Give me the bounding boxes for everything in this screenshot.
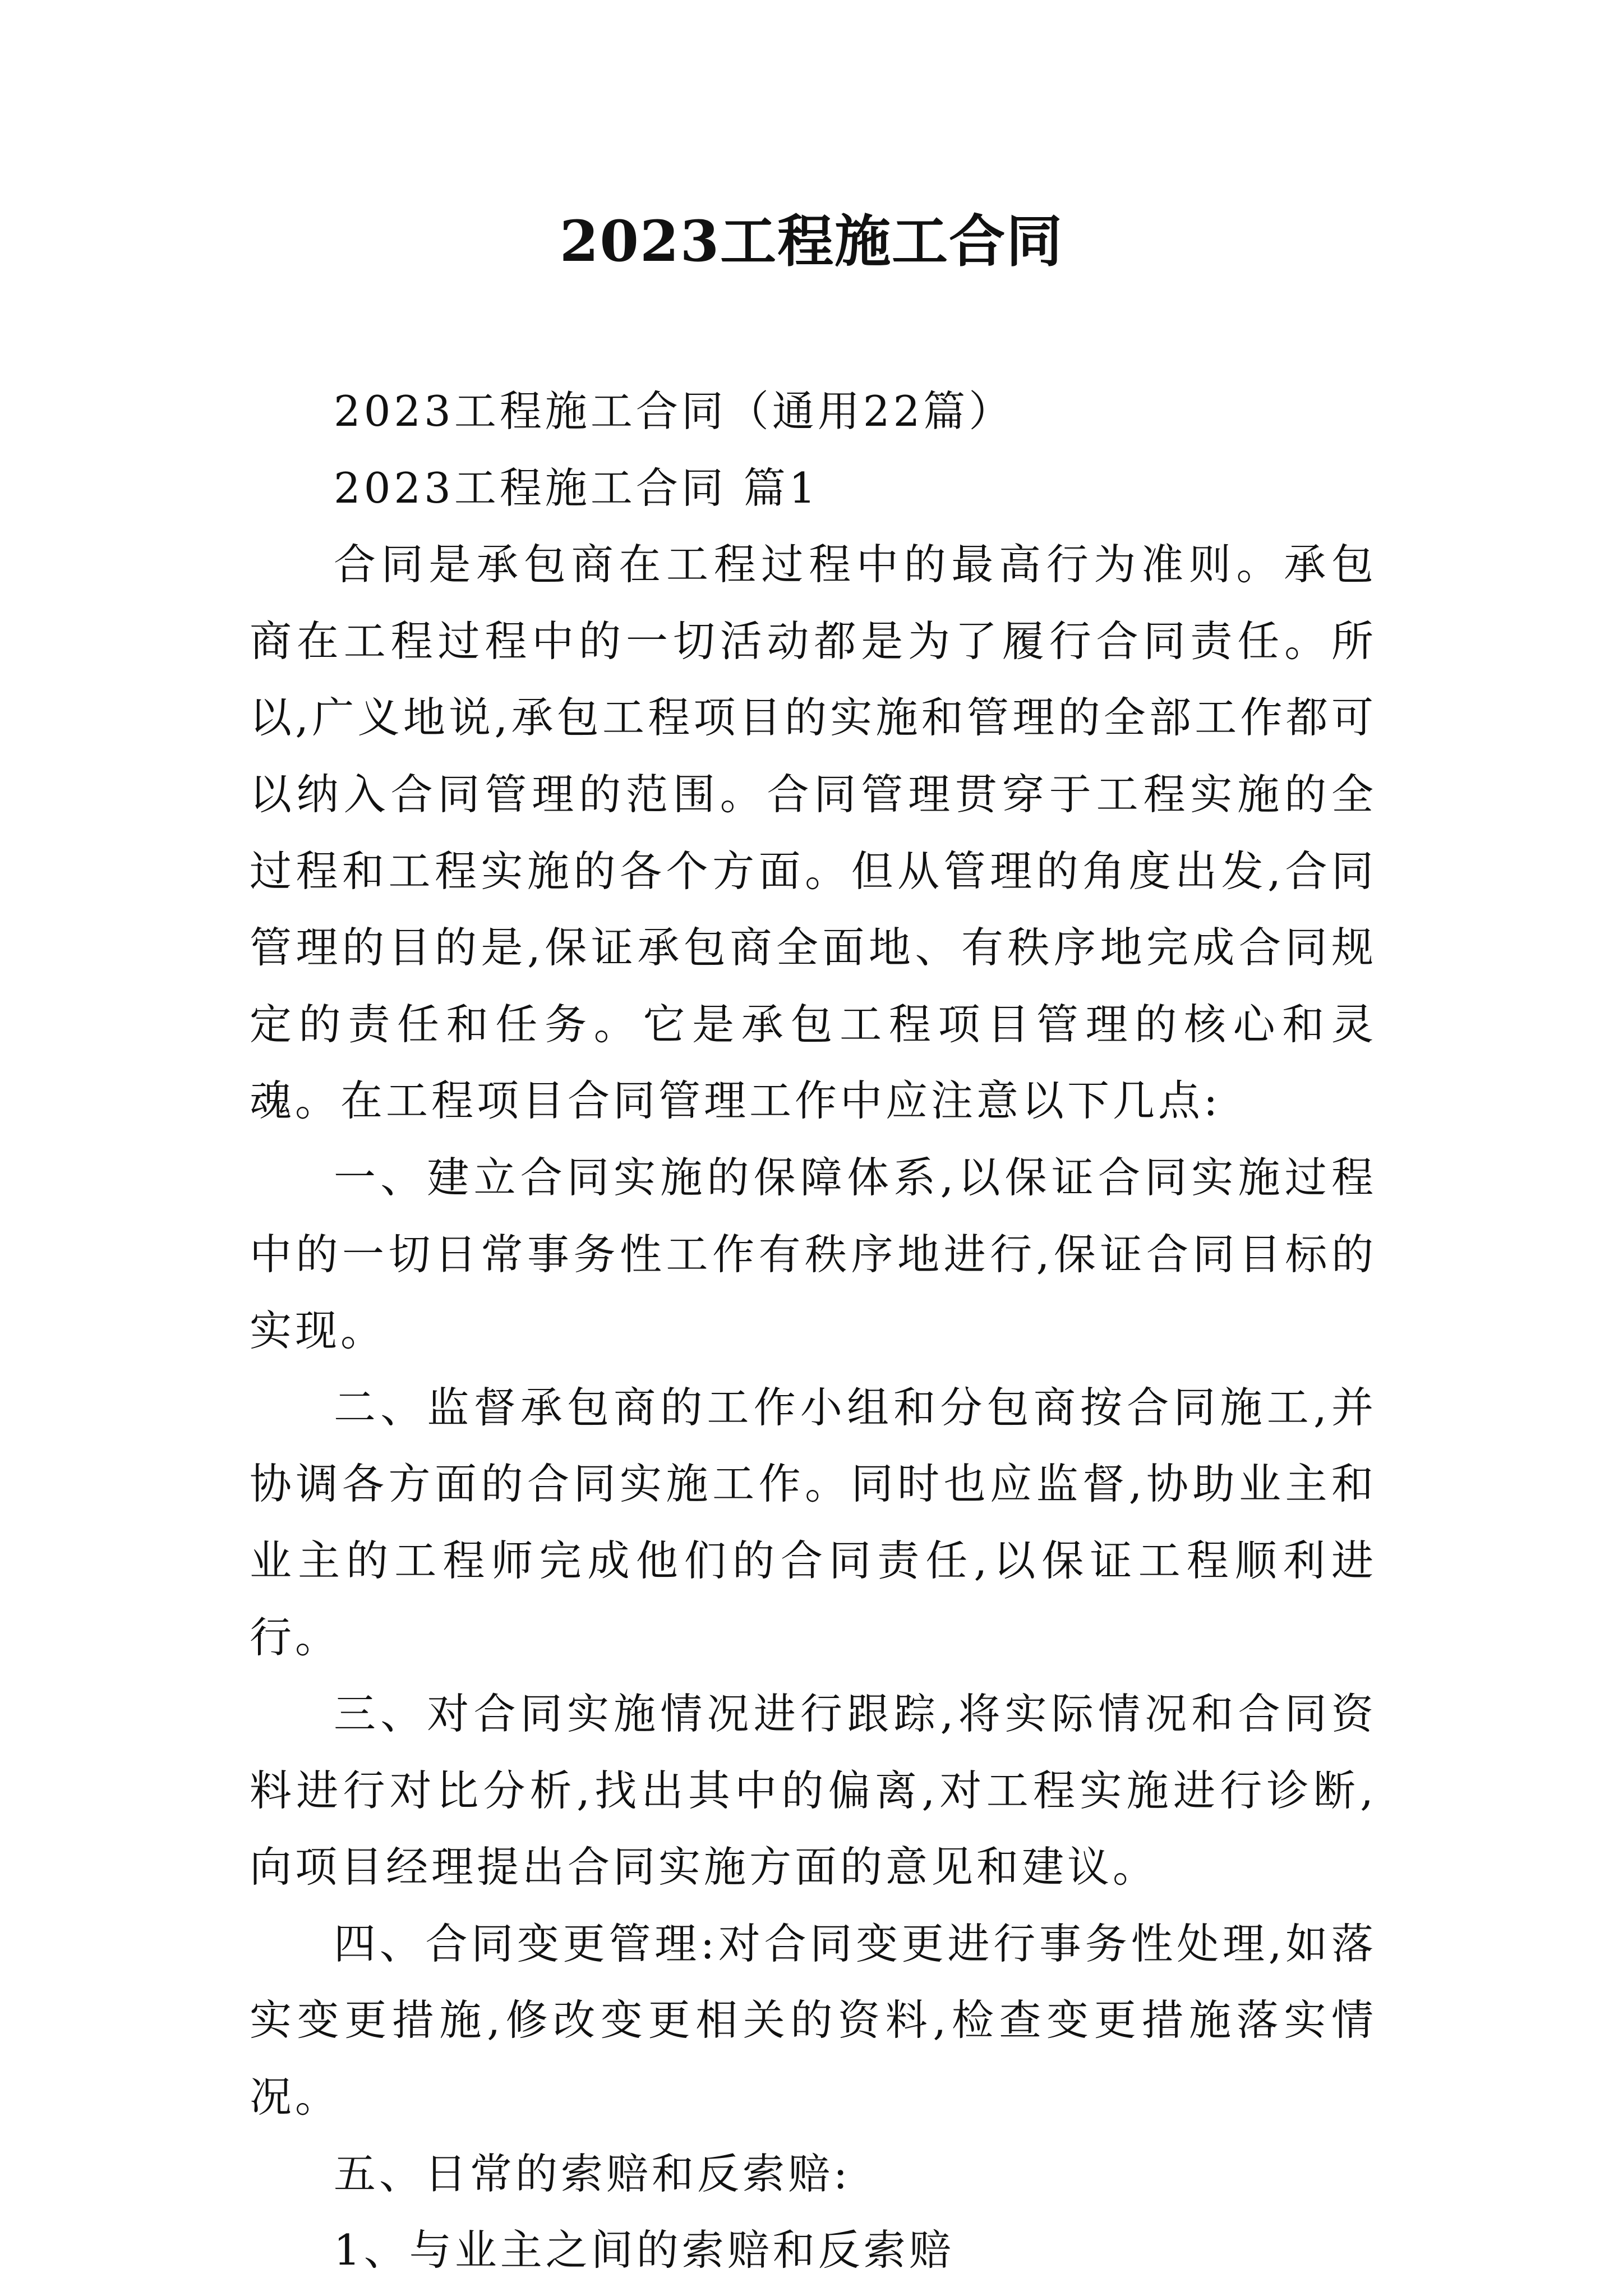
document-body — [250, 373, 1377, 2289]
paragraph-point-5: 五、日常的索赔和反索赔: — [334, 2148, 851, 2198]
paragraph-point-1: 一、建立合同实施的保障体系,以保证合同实施过程中的一切日常事务性工作有秩序地进行,保证合同目标的实现。 — [250, 1152, 1377, 1356]
paragraph-point-3: 三、对合同实施情况进行跟踪,将实际情况和合同资料进行对比分析,找出其中的偏离,对工程实施进行诊断,向项目经理提出合同实施方面的意见和建议。 — [250, 1689, 1377, 1892]
paragraph-point-4: 四、合同变更管理:对合同变更进行事务性处理,如落实变更措施,修改变更相关的资料,检查变更措施落实情况。 — [250, 1918, 1377, 2122]
paragraph-subtitle: 2023工程施工合同（通用22篇） — [334, 386, 1015, 436]
paragraph-intro: 合同是承包商在工程过程中的最高行为准则。承包商在工程过程中的一切活动都是为了履行合同责任。所以,广义地说,承包工程项目的实施和管理的全部工作都可以纳入合同管理的范围。合同管理贯穿于工程实施的全过程和工程实施的各个方面。但从管理的角度出发,合同管理的目的是,保证承包商全面地、有秩序地完成合同规定的责任和任务。它是承包工程项目管理的核心和灵魂。在工程项目合同管理工作中应注意以下几点: — [250, 540, 1377, 1126]
document-title: 2023工程施工合同 — [559, 208, 1064, 274]
paragraph-subpoint-1: 1、与业主之间的索赔和反索赔 — [334, 2225, 955, 2275]
paragraph-point-2: 二、监督承包商的工作小组和分包商按合同施工,并协调各方面的合同实施工作。同时也应监督,协助业主和业主的工程师完成他们的合同责任,以保证工程顺利进行。 — [250, 1382, 1377, 1662]
paragraph-section-heading: 2023工程施工合同 篇1 — [334, 463, 819, 513]
